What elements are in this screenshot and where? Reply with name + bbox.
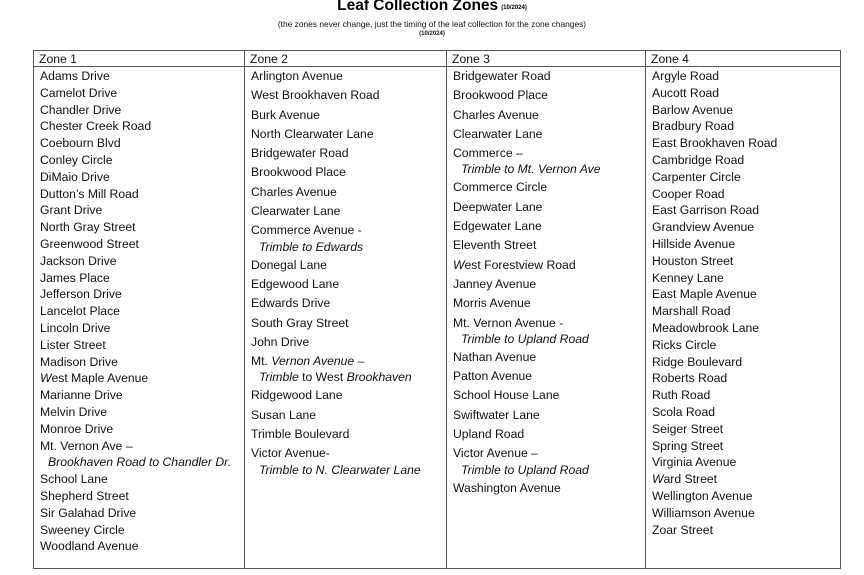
street-name: Deepwater Lane [453,199,543,214]
street-item [251,183,446,202]
street-item [652,270,841,287]
street-item [453,367,645,386]
street-segment [251,369,446,386]
street-name: Adams Drive [40,69,110,83]
street-item [40,219,244,236]
street-prefix: W [652,472,664,487]
street-item [251,425,446,444]
street-item [652,370,841,387]
street-item [40,169,244,186]
street-item [652,320,841,337]
zone-column-4 [645,51,841,568]
street-name: Zoar Street [652,522,713,537]
street-name: Clearwater Lane [453,126,543,141]
street-item [652,135,841,152]
street-name: Commerce Circle [453,180,548,195]
street-prefix: W [453,257,465,272]
street-item [40,370,244,387]
street-name: Chandler Drive [40,102,122,117]
street-name: John Drive [251,334,310,349]
street-name: Sweeney Circle [40,522,125,537]
street-item [453,348,645,367]
street-name: Washington Avenue [453,480,561,495]
street-name: Meadowbrook Lane [652,320,760,335]
street-item [251,202,446,221]
street-name: Bradbury Road [652,119,734,134]
street-item [40,337,244,354]
street-list [646,67,841,538]
street-name: Argyle Road [652,69,720,83]
street-name: Spring Street [652,438,724,453]
street-name: Melvin Drive [40,404,108,419]
street-item [251,163,446,182]
street-item [652,438,841,455]
street-name: School Lane [40,472,108,487]
street-item [40,354,244,371]
street-name: North Gray Street [40,220,136,235]
title-text: Leaf Collection Zones [337,0,499,14]
street-segment: Trimble to Mt. Vernon Ave [461,162,601,177]
street-name: Swiftwater Lane [453,407,540,422]
street-name: Roberts Road [652,371,728,386]
subtitle-date: (10/2024) [419,31,445,37]
street-item [453,444,645,478]
street-item [40,68,244,85]
street-item [652,488,841,505]
street-name: Edwards Drive [251,296,331,311]
street-item [652,85,841,102]
street-item [453,106,645,125]
street-item [652,471,841,488]
street-item [40,538,244,555]
street-item [453,67,645,86]
street-name: Patton Avenue [453,369,533,384]
street-item [251,221,446,255]
street-name: Lister Street [40,337,106,352]
street-name: Cooper Road [652,186,725,201]
street-item [453,256,645,275]
street-name: Clearwater Lane [251,204,341,219]
street-item [40,488,244,505]
street-name: South Gray Street [251,315,349,330]
street-name: West Brookhaven Road [251,88,380,103]
street-item [251,444,446,478]
street-name: Donegal Lane [251,257,327,272]
street-item [40,236,244,253]
street-name: East Maple Avenue [652,287,757,302]
street-item [251,406,446,425]
street-name: Ruth Road [652,388,711,403]
street-name: Jefferson Drive [40,287,122,302]
street-item [652,303,841,320]
zone-header: Zone 4 [646,51,841,67]
street-segment: Brookhaven Road to Chandler Dr. [48,455,232,470]
page-title [0,0,864,15]
street-item [652,152,841,169]
street-item [453,217,645,236]
street-item [453,386,645,405]
street-item [453,406,645,425]
street-name: Edgewater Lane [453,219,542,234]
street-name: Lancelot Place [40,304,120,319]
street-name: Victor Avenue- [251,446,330,461]
street-name: Bridgewater Road [453,69,551,83]
street-name: Monroe Drive [40,421,114,436]
street-item [251,333,446,352]
street-item [453,125,645,144]
street-item [251,386,446,405]
segment-part: Trimble [259,370,299,385]
street-name: Jackson Drive [40,253,117,268]
street-item [40,505,244,522]
street-name: Camelot Drive [40,85,118,100]
street-item [652,522,841,539]
street-item [652,118,841,135]
zone-column-3 [446,51,645,568]
street-name: Coebourn Blvd [40,136,121,151]
street-item [40,303,244,320]
street-item [453,178,645,197]
street-name: est Maple Avenue [51,371,149,386]
street-item [40,135,244,152]
street-name: Mt. [251,354,272,369]
street-item [251,352,446,386]
street-item [453,236,645,255]
street-item [251,314,446,333]
street-name: Carpenter Circle [652,169,741,184]
street-name: Lincoln Drive [40,320,111,335]
street-item [251,106,446,125]
street-item [40,320,244,337]
street-item [453,479,645,498]
street-name: Ricks Circle [652,337,717,352]
street-name: Brookwood Place [251,165,346,180]
street-name: Bridgewater Road [251,146,349,161]
street-name: Ridge Boulevard [652,354,743,369]
street-name: Eleventh Street [453,238,537,253]
segment-part: Brookhaven [346,370,412,385]
street-name: Virginia Avenue [652,455,737,470]
street-item [453,86,645,105]
street-name: Woodland Avenue [40,539,139,554]
street-name: School House Lane [453,388,560,403]
street-list [447,67,645,498]
street-item [40,118,244,135]
street-name: East Brookhaven Road [652,136,778,151]
street-name: Morris Avenue [453,296,531,311]
street-name: Cambridge Road [652,152,745,167]
street-name: Edgewood Lane [251,276,340,291]
street-name: Victor Avenue – [453,446,538,461]
street-name: Grandview Avenue [652,220,755,235]
title-date: (10/2024) [501,5,527,11]
street-list [245,67,446,479]
street-item [652,286,841,303]
street-name-italic: Vernon Avenue – [271,354,365,369]
street-name: Greenwood Street [40,236,139,251]
street-item [453,294,645,313]
street-name: Commerce – [453,146,523,161]
street-name: Janney Avenue [453,276,537,291]
street-name: Kenney Lane [652,270,724,285]
street-item [453,275,645,294]
street-item [40,253,244,270]
street-name: Marshall Road [652,304,731,319]
zones-table [33,50,841,569]
street-name: Madison Drive [40,354,118,369]
street-name: Upland Road [453,427,525,442]
street-name: Barlow Avenue [652,102,734,117]
street-name: East Garrison Road [652,203,760,218]
street-item [652,387,841,404]
street-item [652,505,841,522]
street-name: Shepherd Street [40,488,129,503]
street-segment: Trimble to Edwards [259,239,364,254]
street-name: Charles Avenue [251,184,337,199]
street-item [453,425,645,444]
street-item [40,152,244,169]
street-name: Commerce Avenue - [251,223,362,238]
street-item [652,354,841,371]
street-list [34,67,244,555]
street-name: Grant Drive [40,203,103,218]
street-item [40,85,244,102]
street-name: Seiger Street [652,421,724,436]
street-name: Hillside Avenue [652,236,736,251]
street-name: North Clearwater Lane [251,126,374,141]
street-item [40,522,244,539]
zone-column-1 [34,51,244,568]
street-name: Wellington Avenue [652,488,753,503]
street-item [40,270,244,287]
street-name: Nathan Avenue [453,349,537,364]
street-name: Burk Avenue [251,107,320,122]
street-name: James Place [40,270,110,285]
street-item [251,86,446,105]
street-name: Mt. Vernon Avenue - [453,315,564,330]
street-name: Ridgewood Lane [251,388,343,403]
street-item [40,186,244,203]
zone-column-2 [244,51,446,568]
street-item [652,236,841,253]
street-name: est Forestview Road [464,257,576,272]
street-item [453,144,645,178]
street-item [652,169,841,186]
street-item [652,186,841,203]
segment-part: to West [298,370,347,385]
subtitle: (the zones never change, just the timing of the leaf collection for the zone changes) [277,19,587,29]
street-name: Sir Galahad Drive [40,505,137,520]
street-item [652,454,841,471]
street-item [40,404,244,421]
street-item [40,286,244,303]
zone-header: Zone 3 [447,51,645,67]
street-item [652,253,841,270]
street-item [40,102,244,119]
street-item [251,294,446,313]
street-item [652,219,841,236]
street-item [40,387,244,404]
street-item [251,256,446,275]
street-item [652,404,841,421]
street-name: Trimble Boulevard [251,427,350,442]
street-item [652,421,841,438]
street-name: Marianne Drive [40,388,123,403]
street-name: Aucott Road [652,85,720,100]
street-name: Williamson Avenue [652,505,755,520]
street-item [251,275,446,294]
street-item [251,125,446,144]
street-name: Susan Lane [251,407,317,422]
street-item [652,102,841,119]
street-name: DiMaio Drive [40,169,110,184]
street-name: Charles Avenue [453,107,539,122]
street-item [251,67,446,86]
street-item [40,421,244,438]
street-segment: Trimble to N. Clearwater Lane [259,462,421,477]
street-item [652,68,841,85]
street-name: Conley Circle [40,152,113,167]
street-item [453,314,645,348]
street-item [453,198,645,217]
street-name: Mt. Vernon Ave – [40,438,133,453]
street-name: Brookwood Place [453,88,548,103]
street-segment: Trimble to Upland Road [461,331,589,346]
street-name: Dutton’s Mill Road [40,186,139,201]
street-name: Chester Creek Road [40,119,152,134]
street-name: Scola Road [652,404,716,419]
street-item [40,471,244,488]
street-name: Arlington Avenue [251,69,343,83]
street-item [652,337,841,354]
zone-header: Zone 1 [34,51,244,67]
street-segment: Trimble to Upland Road [461,462,589,477]
street-name: ard Street [663,472,718,487]
street-prefix: W [40,371,52,386]
street-name: Houston Street [652,253,734,268]
street-item [251,144,446,163]
street-item [40,438,244,472]
street-item [652,202,841,219]
zone-header: Zone 2 [245,51,446,67]
street-item [40,202,244,219]
